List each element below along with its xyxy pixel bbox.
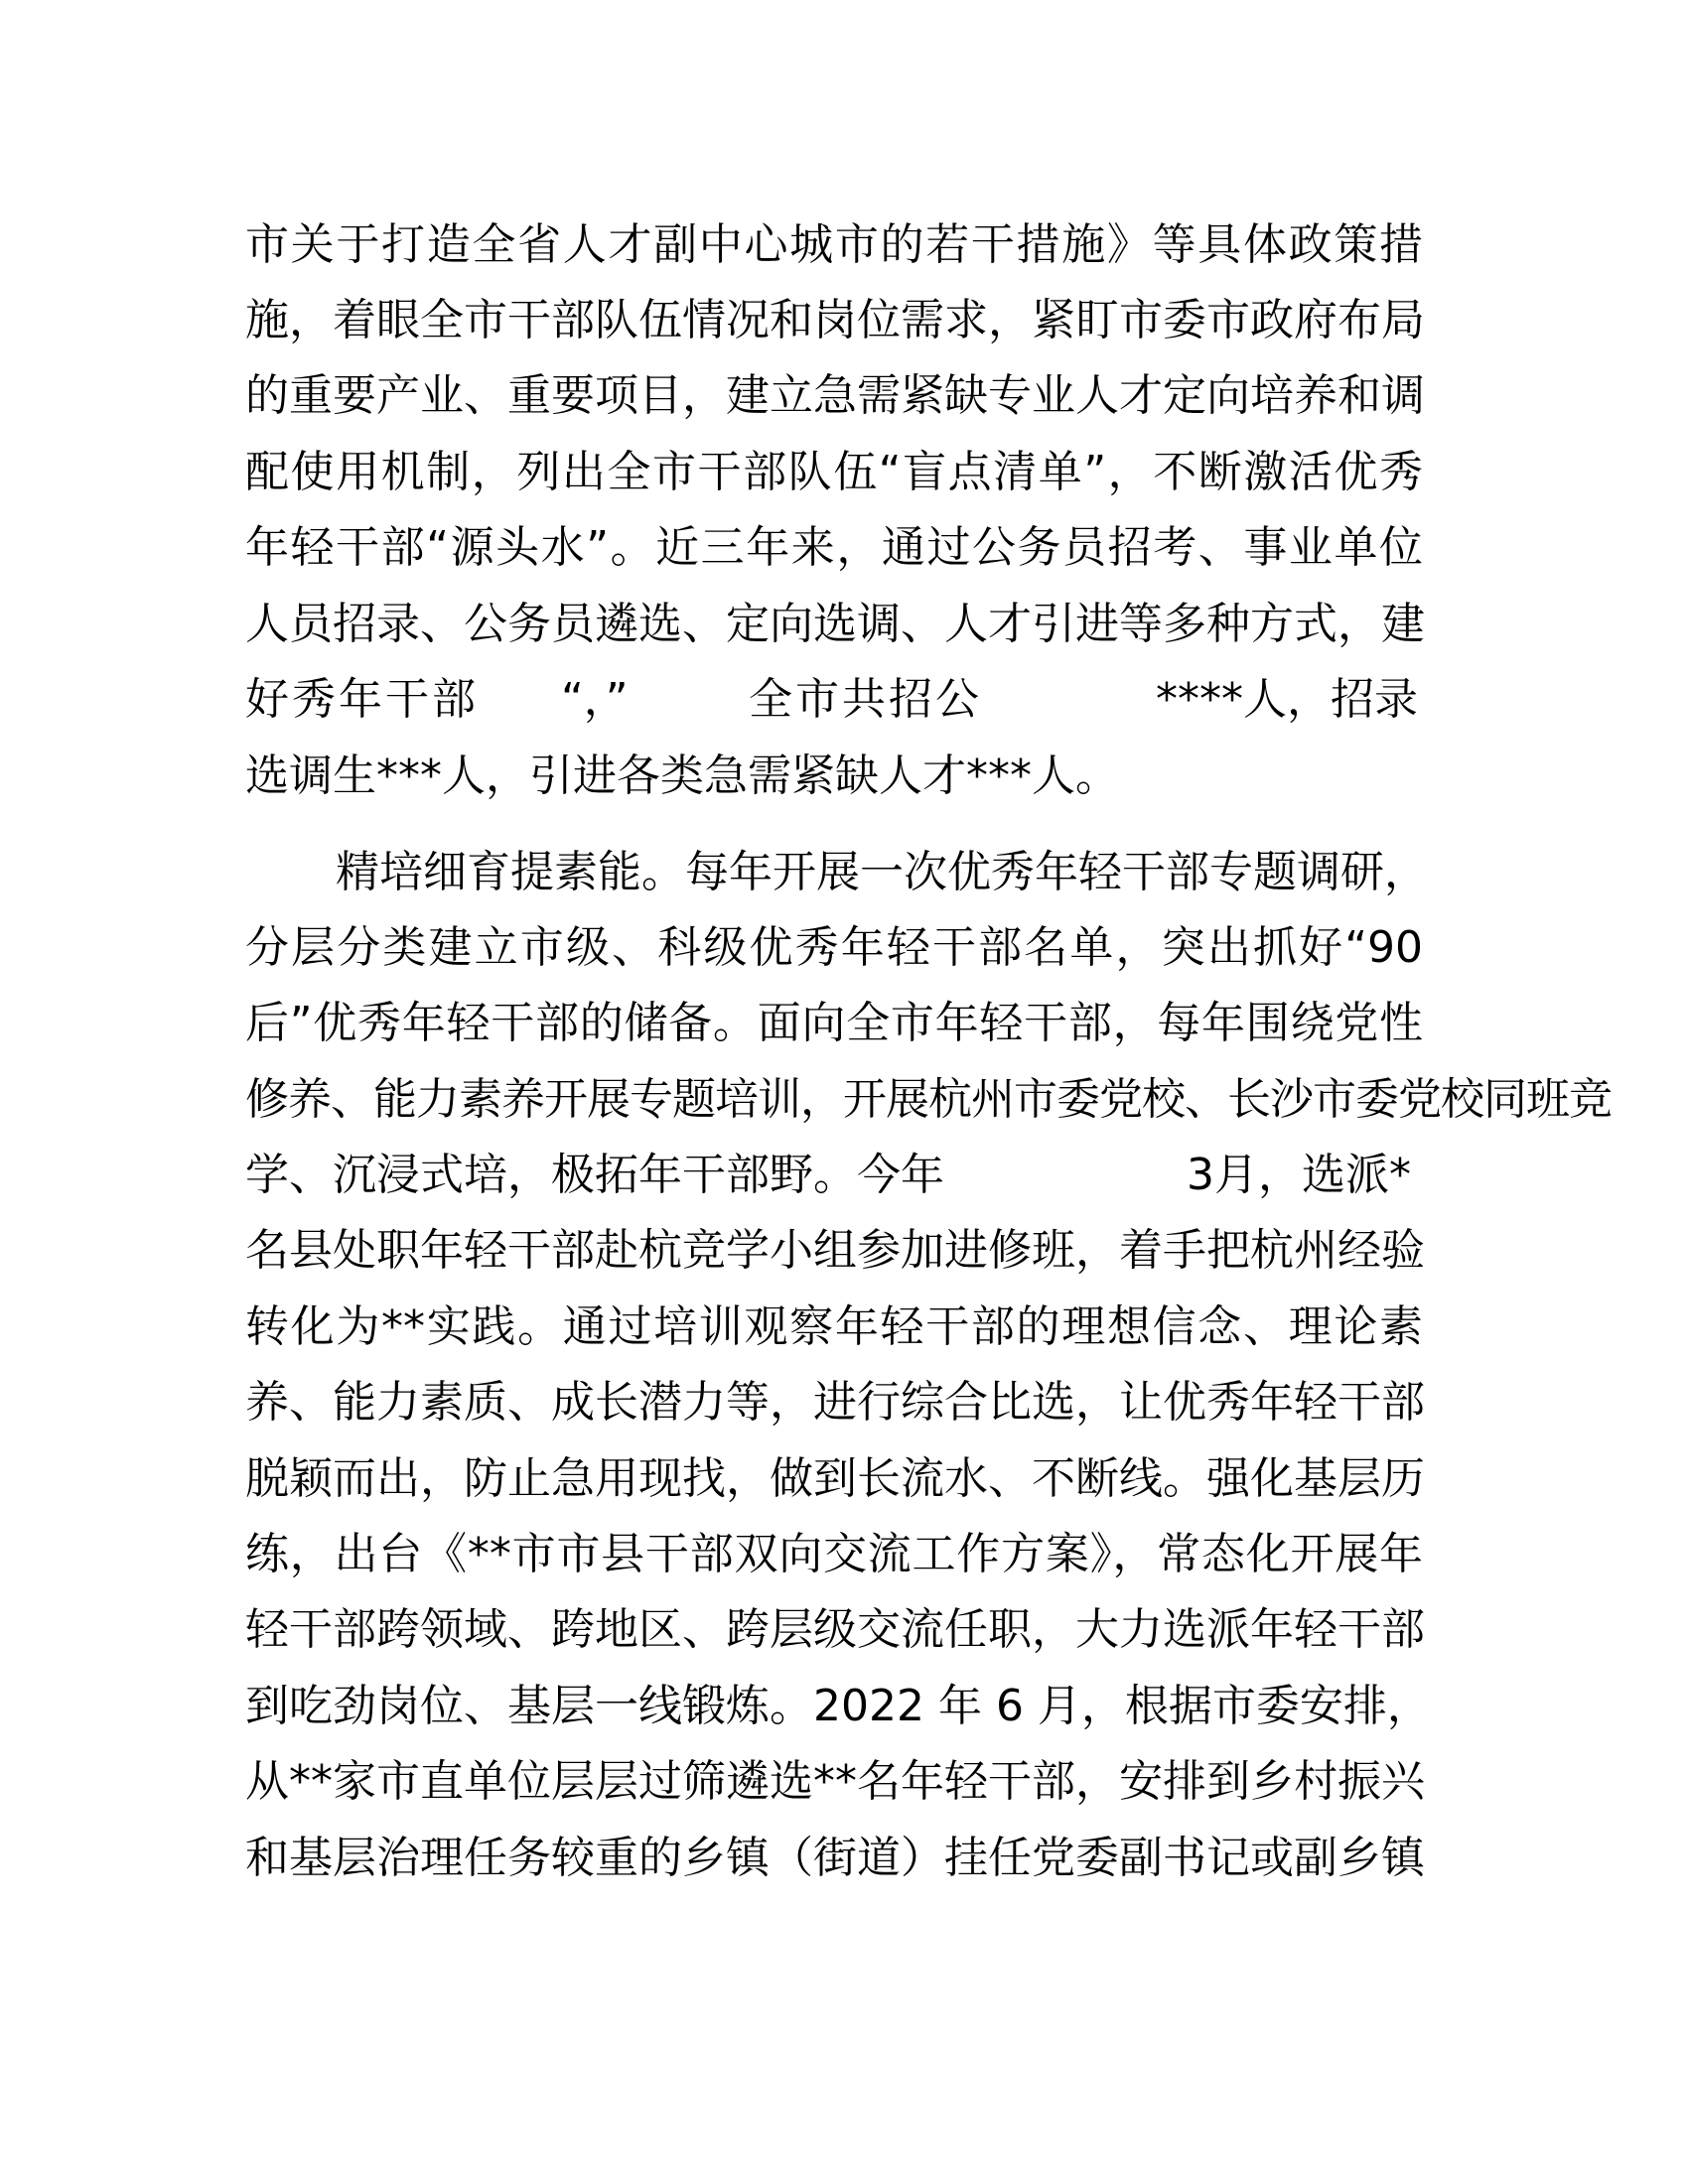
text-line-gapped bbox=[0, 670, 1688, 730]
text-line: 修养、能力素养开展专题培训，开展杭州市委党校、长沙市委党校同班竞 bbox=[245, 1074, 1612, 1125]
text-line: 名县处职年轻干部赴杭竞学小组参加进修班，着手把杭州经验 bbox=[245, 1225, 1425, 1276]
text-line: 练，出台《**市市县干部双向交流工作方案》，常态化开展年 bbox=[245, 1529, 1423, 1579]
text-line: 人员招录、公务员遴选、定向选调、人才引进等多种方式，建 bbox=[245, 599, 1425, 649]
text-line: 后”优秀年轻干部的储备。面向全市年轻干部，每年围绕党性 bbox=[245, 998, 1423, 1048]
text-line: 的重要产业、重要项目，建立急需紧缺专业人才定向培养和调 bbox=[245, 370, 1425, 421]
text-line: 年轻干部“源头水”。近三年来，通过公务员招考、事业单位 bbox=[245, 522, 1423, 573]
text-segment: 学、沉浸式培，极拓年干部野。今年 bbox=[245, 1150, 944, 1200]
text-line: 轻干部跨领域、跨地区、跨层级交流任职，大力选派年轻干部 bbox=[245, 1604, 1425, 1655]
text-line: 养、能力素质、成长潜力等，进行综合比选，让优秀年轻干部 bbox=[245, 1377, 1425, 1428]
text-line: 到吃劲岗位、基层一线锻炼。2022 年 6 月，根据市委安排， bbox=[245, 1681, 1431, 1731]
text-segment: 好秀年干部 bbox=[245, 674, 479, 725]
text-line: 从**家市直单位层层过筛遴选**名年轻干部，安排到乡村振兴 bbox=[245, 1756, 1425, 1807]
text-segment: 3月，选派* bbox=[1187, 1150, 1411, 1200]
text-line: 市关于打造全省人才副中心城市的若干措施》等具体政策措 bbox=[245, 219, 1423, 270]
text-segment: ****人，招录 bbox=[1156, 674, 1418, 725]
text-line: 转化为**实践。通过培训观察年轻干部的理想信念、理论素 bbox=[245, 1301, 1423, 1352]
text-line-gapped bbox=[0, 1146, 1688, 1205]
text-line: 分层分类建立市级、科级优秀年轻干部名单，突出抓好“90 bbox=[245, 922, 1423, 973]
text-segment: “，” bbox=[561, 674, 629, 725]
text-line: 和基层治理任务较重的乡镇（街道）挂任党委副书记或副乡镇 bbox=[245, 1833, 1425, 1883]
text-segment: 全市共招公 bbox=[749, 674, 982, 725]
text-line: 施，着眼全市干部队伍情况和岗位需求，紧盯市委市政府布局 bbox=[245, 295, 1425, 345]
text-line: 配使用机制，列出全市干部队伍“盲点清单”，不断激活优秀 bbox=[245, 447, 1423, 497]
text-line: 精培细育提素能。每年开展一次优秀年轻干部专题调研， bbox=[336, 847, 1428, 897]
text-line: 选调生***人，引进各类急需紧缺人才***人。 bbox=[245, 751, 1119, 801]
text-line: 脱颖而出，防止急用现找，做到长流水、不断线。强化基层历 bbox=[245, 1453, 1425, 1504]
